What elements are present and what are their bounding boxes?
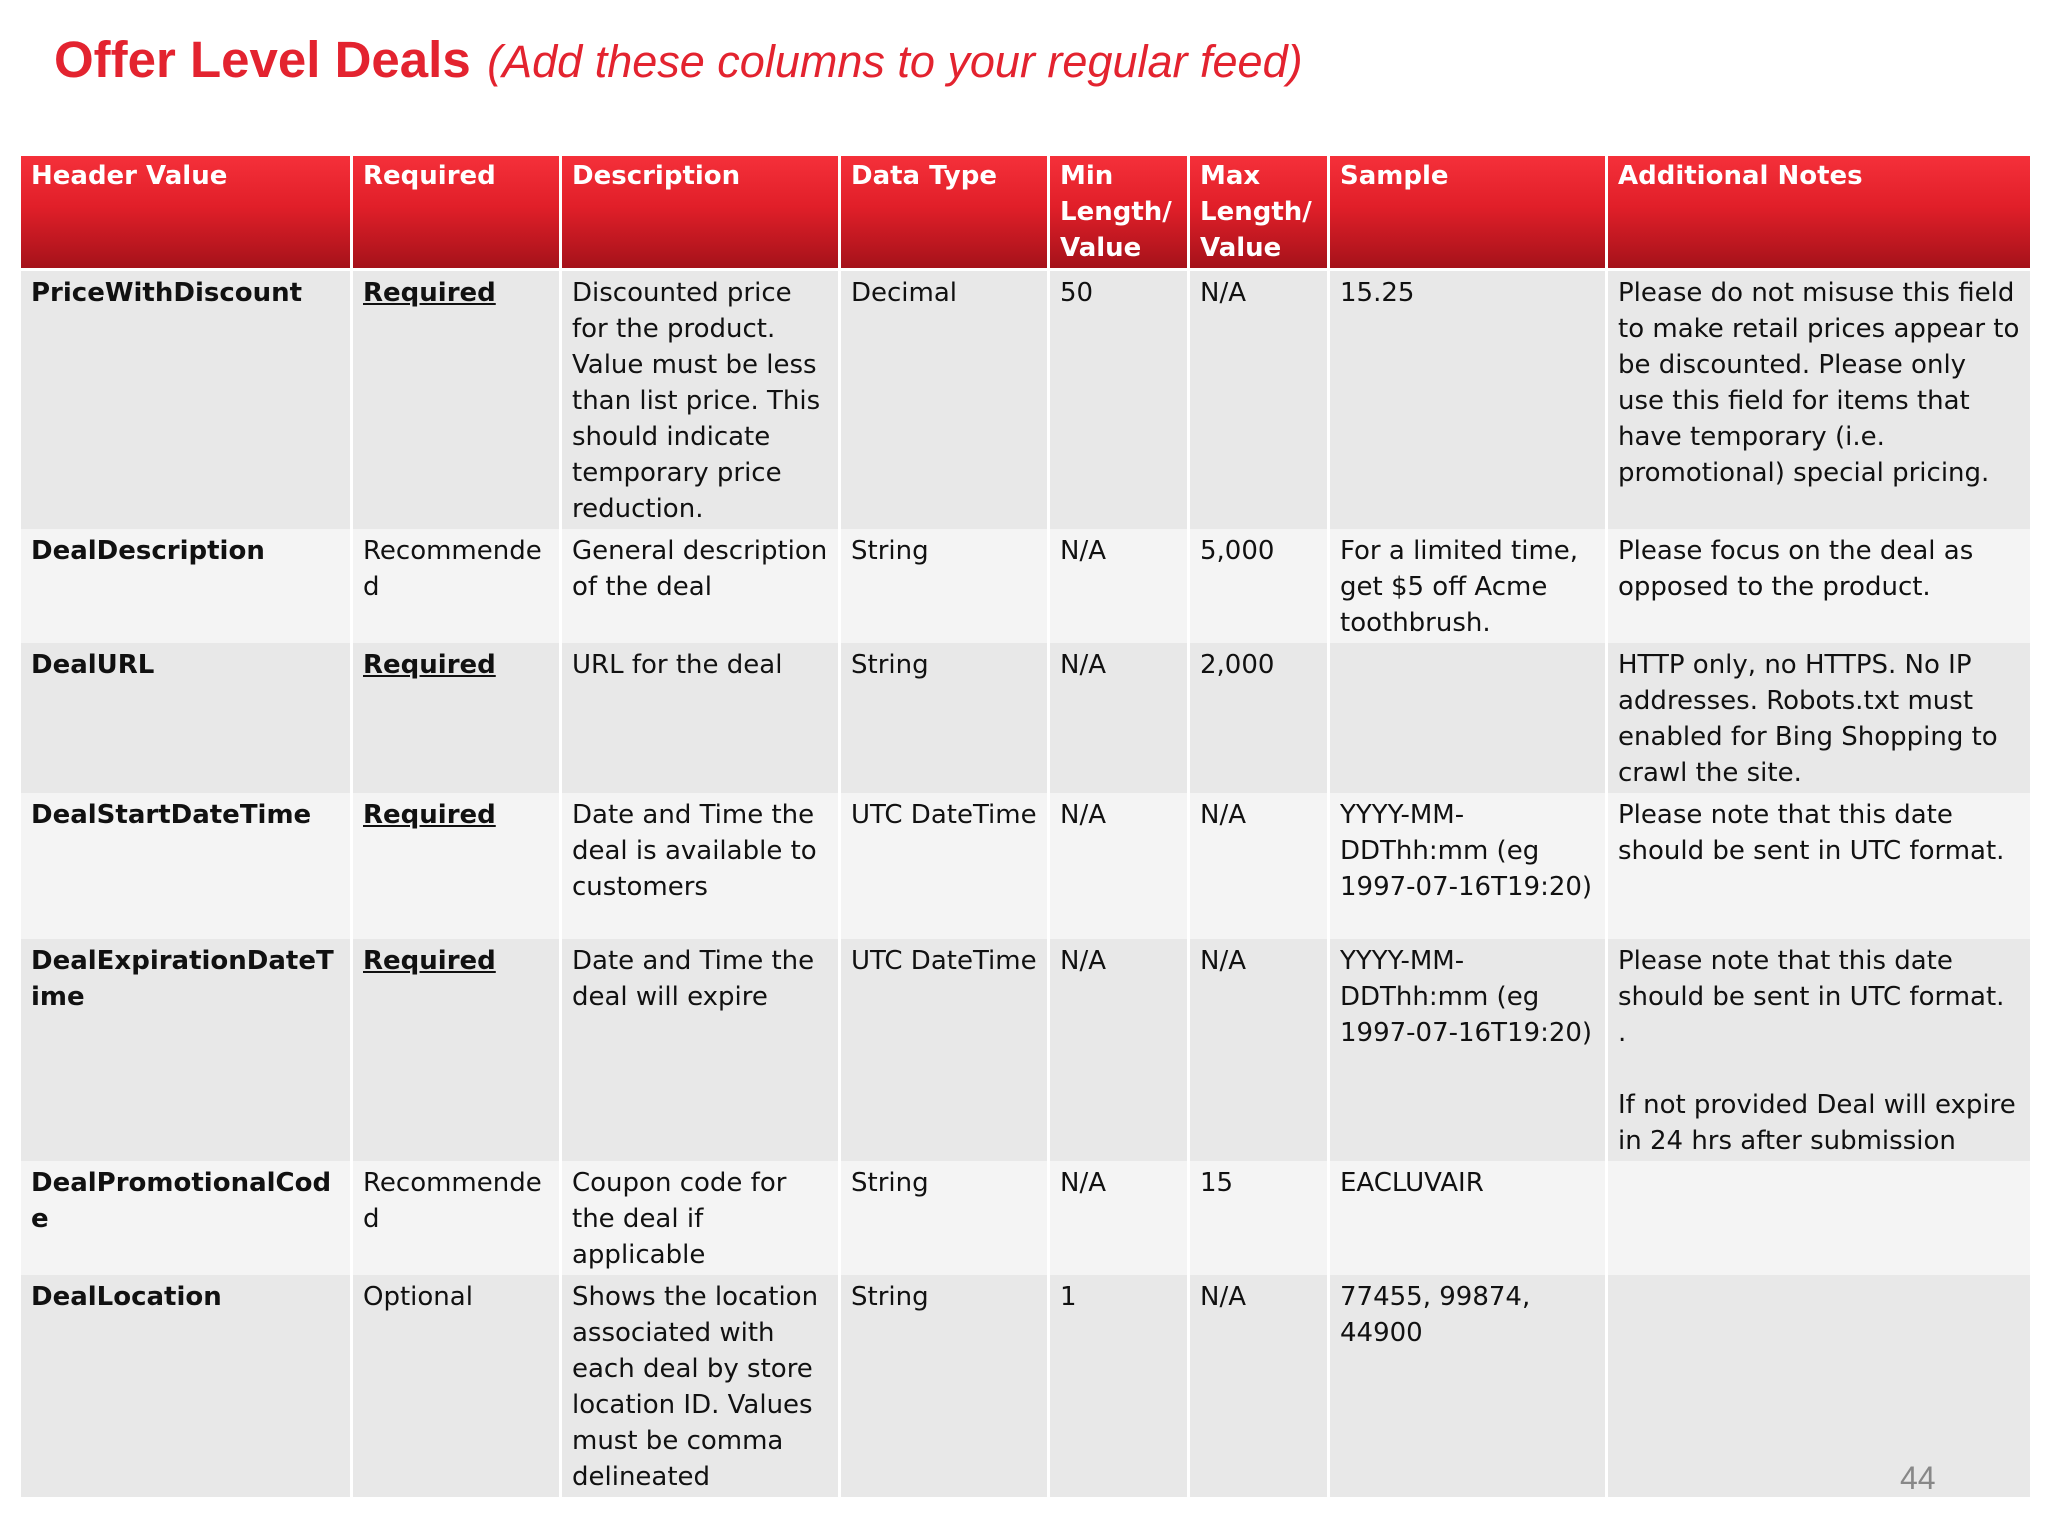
- cell-sample: 15.25: [1330, 271, 1605, 529]
- title-main: Offer Level Deals: [54, 31, 471, 88]
- cell-min: 50: [1050, 271, 1187, 529]
- cell-header-value: DealStartDateTime: [21, 793, 350, 939]
- cell-max: N/A: [1190, 271, 1327, 529]
- cell-required: Recommended: [353, 529, 559, 643]
- page-number: 44: [1900, 1460, 1936, 1496]
- cell-required: [353, 939, 559, 1161]
- cell-max: 2,000: [1190, 643, 1327, 793]
- required-column: Required: [353, 156, 559, 271]
- cell-min: N/A: [1050, 793, 1187, 939]
- cell-notes: Please focus on the deal as opposed to the product.: [1608, 529, 2030, 643]
- table-row: [21, 643, 2030, 793]
- cell-notes: [1608, 1275, 2030, 1497]
- cell-sample: YYYY-MM-DDThh:mm (eg 1997-07-16T19:20): [1330, 793, 1605, 939]
- cell-sample: [1330, 643, 1605, 793]
- cell-header-value: DealDescription: [21, 529, 350, 643]
- cell-min: N/A: [1050, 1161, 1187, 1275]
- max-length-column: Max Length/ Value: [1190, 156, 1327, 271]
- cell-data-type: UTC DateTime: [841, 939, 1047, 1161]
- cell-max: 5,000: [1190, 529, 1327, 643]
- cell-max: N/A: [1190, 939, 1327, 1161]
- cell-min: N/A: [1050, 643, 1187, 793]
- data-type-column: Data Type: [841, 156, 1047, 271]
- cell-data-type: UTC DateTime: [841, 793, 1047, 939]
- cell-required: [353, 643, 559, 793]
- table-row: [21, 1275, 2030, 1497]
- cell-notes: HTTP only, no HTTPS. No IP addresses. Robots.txt must enabled for Bing Shopping to crawl the site.: [1608, 643, 2030, 793]
- slide-title: [54, 30, 1303, 89]
- table-row: [21, 939, 2030, 1161]
- min-length-column: Min Length/ Value: [1050, 156, 1187, 271]
- table-header-row: [21, 156, 2030, 271]
- cell-data-type: Decimal: [841, 271, 1047, 529]
- required-label: Required: [363, 946, 496, 976]
- cell-notes: [1608, 939, 2030, 1161]
- cell-description: Discounted price for the product. Value must be less than list price. This should indicate temporary price reduction.: [562, 271, 838, 529]
- cell-max: N/A: [1190, 1275, 1327, 1497]
- table-row: [21, 793, 2030, 939]
- cell-description: URL for the deal: [562, 643, 838, 793]
- required-label: Required: [363, 650, 496, 680]
- required-label: Required: [363, 278, 496, 308]
- cell-max: 15: [1190, 1161, 1327, 1275]
- cell-data-type: String: [841, 643, 1047, 793]
- cell-min: N/A: [1050, 529, 1187, 643]
- cell-required: [353, 271, 559, 529]
- cell-header-value: PriceWithDiscount: [21, 271, 350, 529]
- table-row: [21, 1161, 2030, 1275]
- sample-column: Sample: [1330, 156, 1605, 271]
- cell-header-value: DealURL: [21, 643, 350, 793]
- cell-notes: Please do not misuse this field to make retail prices appear to be discounted. Please only use this field for items that have temporary (i.e. promotional) special pricing.: [1608, 271, 2030, 529]
- cell-data-type: String: [841, 1275, 1047, 1497]
- cell-header-value: DealPromotionalCode: [21, 1161, 350, 1275]
- notes-spacer: [1618, 1051, 2020, 1087]
- deals-table: [18, 156, 2033, 1497]
- table-row: [21, 271, 2030, 529]
- cell-description: Date and Time the deal will expire: [562, 939, 838, 1161]
- cell-description: General description of the deal: [562, 529, 838, 643]
- notes-extra-text: If not provided Deal will expire in 24 hrs after submission: [1618, 1090, 2016, 1156]
- cell-description: Date and Time the deal is available to customers: [562, 793, 838, 939]
- table-row: [21, 529, 2030, 643]
- cell-required: Recommended: [353, 1161, 559, 1275]
- header-value-column: Header Value: [21, 156, 350, 271]
- deals-table-container: [18, 156, 2031, 1497]
- cell-sample: YYYY-MM-DDThh:mm (eg 1997-07-16T19:20): [1330, 939, 1605, 1161]
- cell-max: N/A: [1190, 793, 1327, 939]
- cell-required: Optional: [353, 1275, 559, 1497]
- cell-header-value: DealExpirationDateTime: [21, 939, 350, 1161]
- cell-description: Coupon code for the deal if applicable: [562, 1161, 838, 1275]
- cell-data-type: String: [841, 529, 1047, 643]
- title-subtitle: (Add these columns to your regular feed): [487, 36, 1303, 87]
- cell-min: 1: [1050, 1275, 1187, 1497]
- required-label: Required: [363, 800, 496, 830]
- cell-header-value: DealLocation: [21, 1275, 350, 1497]
- cell-sample: 77455, 99874, 44900: [1330, 1275, 1605, 1497]
- cell-min: N/A: [1050, 939, 1187, 1161]
- cell-notes: [1608, 1161, 2030, 1275]
- cell-notes: Please note that this date should be sent in UTC format.: [1608, 793, 2030, 939]
- cell-required: [353, 793, 559, 939]
- description-column: Description: [562, 156, 838, 271]
- cell-description: Shows the location associated with each deal by store location ID. Values must be comma delineated: [562, 1275, 838, 1497]
- cell-data-type: String: [841, 1161, 1047, 1275]
- cell-sample: EACLUVAIR: [1330, 1161, 1605, 1275]
- notes-text: Please note that this date should be sent in UTC format. .: [1618, 946, 2005, 1048]
- cell-sample: For a limited time, get $5 off Acme toothbrush.: [1330, 529, 1605, 643]
- additional-notes-column: Additional Notes: [1608, 156, 2030, 271]
